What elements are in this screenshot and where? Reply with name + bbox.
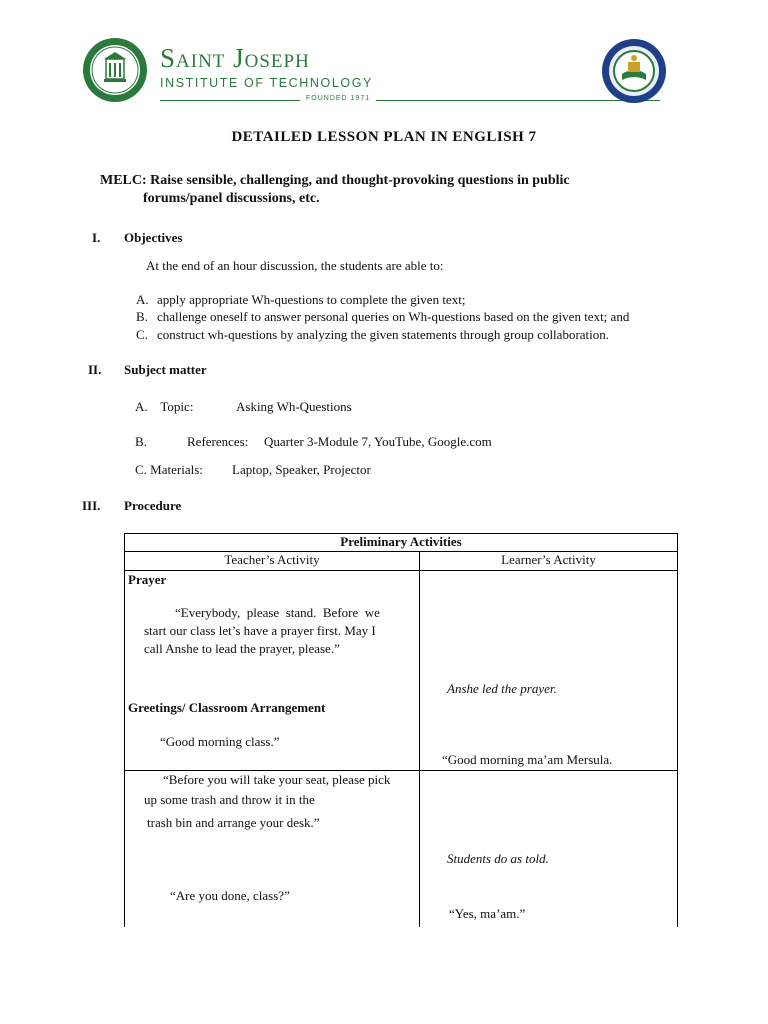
prayer-heading: Prayer bbox=[128, 572, 167, 587]
references-value: Quarter 3-Module 7, YouTube, Google.com bbox=[264, 434, 492, 449]
table-cell-learner bbox=[420, 571, 678, 771]
greeting-text: “Good morning class.” bbox=[160, 734, 280, 749]
objective-letter: C. bbox=[136, 327, 148, 342]
table-cell-learner bbox=[420, 771, 678, 928]
section-number: II. bbox=[88, 362, 102, 377]
objective-item: construct wh-questions by analyzing the given statements through group collaboration. bbox=[157, 327, 610, 342]
objective-letter: B. bbox=[136, 309, 148, 324]
section-subject-heading: Subject matter bbox=[124, 362, 207, 377]
told-response: Students do as told. bbox=[447, 851, 549, 866]
document-title: DETAILED LESSON PLAN IN ENGLISH 7 bbox=[231, 129, 537, 145]
prayer-line-3: call Anshe to lead the prayer, please.” bbox=[144, 641, 340, 656]
school-brand bbox=[160, 44, 373, 90]
prayer-line-2: start our class let’s have a prayer first. May I bbox=[144, 623, 376, 638]
seat-line-3: trash bin and arrange your desk.” bbox=[147, 815, 320, 830]
section-objectives-heading: Objectives bbox=[124, 230, 183, 245]
topic-label: A. Topic: bbox=[135, 399, 194, 414]
prayer-response: Anshe led the prayer. bbox=[447, 681, 557, 696]
references-letter: B. bbox=[135, 434, 147, 449]
melc-line-1: MELC: Raise sensible, challenging, and thought-provoking questions in public bbox=[100, 173, 570, 188]
done-question: “Are you done, class?” bbox=[170, 888, 290, 903]
school-subtitle: INSTITUTE OF TECHNOLOGY bbox=[160, 76, 373, 90]
references-label: References: bbox=[187, 434, 249, 449]
seat-line-2: up some trash and throw it in the bbox=[144, 792, 315, 807]
materials-value: Laptop, Speaker, Projector bbox=[232, 462, 371, 477]
greeting-response: “Good morning ma’am Mersula. bbox=[442, 752, 613, 767]
founded-label: FOUNDED 1971 bbox=[300, 95, 376, 102]
table-cell-teacher bbox=[125, 771, 420, 928]
school-seal-logo bbox=[82, 37, 148, 103]
materials-label: C. Materials: bbox=[135, 462, 203, 477]
seat-line-1: “Before you will take your seat, please pick bbox=[163, 772, 391, 787]
done-response: “Yes, ma’am.” bbox=[449, 906, 526, 921]
objective-item: challenge oneself to answer personal queries on Wh-questions based on the given text; and bbox=[157, 309, 630, 324]
topic-value: Asking Wh-Questions bbox=[236, 399, 352, 414]
school-name: Saint Joseph bbox=[160, 43, 310, 73]
header-divider bbox=[160, 100, 660, 101]
column-header-learner: Learner’s Activity bbox=[420, 552, 678, 571]
section-number: I. bbox=[92, 230, 101, 245]
melc-line-2: forums/panel discussions, etc. bbox=[143, 191, 320, 206]
objective-item: apply appropriate Wh-questions to complete the given text; bbox=[157, 292, 466, 307]
section-procedure-heading: Procedure bbox=[124, 498, 182, 513]
table-cell-teacher bbox=[125, 571, 420, 771]
institute-seal-logo bbox=[601, 38, 667, 104]
objectives-intro: At the end of an hour discussion, the students are able to: bbox=[146, 258, 444, 273]
column-header-teacher: Teacher’s Activity bbox=[125, 552, 420, 571]
section-number: III. bbox=[82, 498, 101, 513]
procedure-table bbox=[124, 533, 678, 927]
prayer-line-1: “Everybody, please stand. Before we bbox=[175, 605, 380, 620]
objective-letter: A. bbox=[136, 292, 149, 307]
table-heading: Preliminary Activities bbox=[125, 534, 678, 552]
greetings-heading: Greetings/ Classroom Arrangement bbox=[128, 700, 326, 715]
